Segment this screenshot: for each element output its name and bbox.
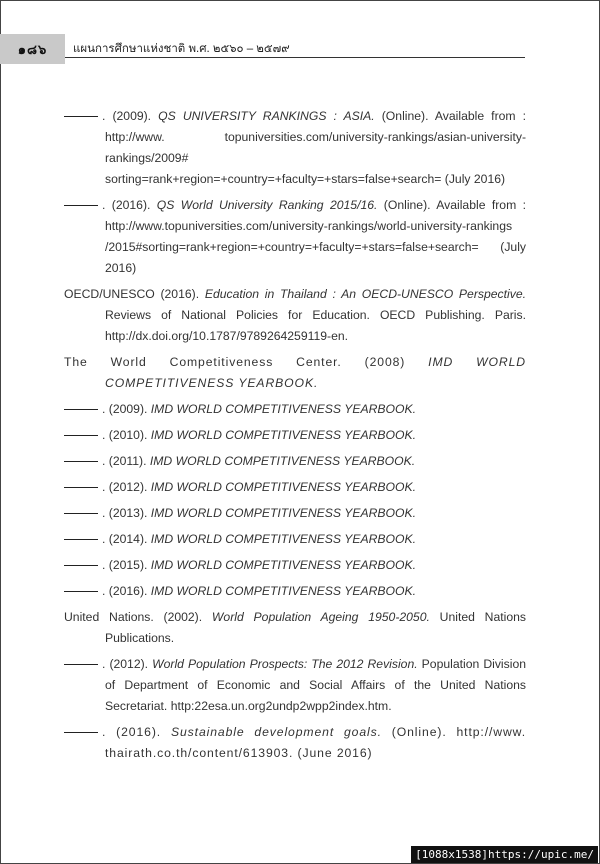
reference-entry: . (2012). World Population Prospects: The 2012 Revision. Population Division of Department of Economic and Social Affairs of the United Nations Secretariat. http:22esa.un.org2undp2wpp2index.htm. xyxy=(64,654,526,717)
repeat-author-dash xyxy=(64,564,98,566)
repeat-author-dash xyxy=(64,731,98,733)
reference-title: IMD WORLD COMPETITIVENESS YEARBOOK. xyxy=(105,355,526,390)
reference-entry: . (2011). IMD WORLD COMPETITIVENESS YEARBOOK. xyxy=(64,451,526,472)
reference-title: IMD WORLD COMPETITIVENESS YEARBOOK. xyxy=(150,428,417,442)
reference-entry: . (2010). IMD WORLD COMPETITIVENESS YEARBOOK. xyxy=(64,425,526,446)
page-number: ๑๘๖ xyxy=(0,34,65,64)
reference-entry: The World Competitiveness Center. (2008) IMD WORLD COMPETITIVENESS YEARBOOK. xyxy=(64,355,526,390)
reference-list xyxy=(64,106,526,769)
repeat-author-dash xyxy=(64,538,98,540)
repeat-author-dash xyxy=(64,663,98,665)
reference-entry: . (2009). QS UNIVERSITY RANKINGS : ASIA. (Online). Available from : http://www. topuniversities.com/university-rankings/asian-university-rankings/2009# sorting=rank+region=+country=+faculty=+stars=false+search= (July 2016) xyxy=(64,106,526,190)
repeat-author-dash xyxy=(64,590,98,592)
reference-title: IMD WORLD COMPETITIVENESS YEARBOOK. xyxy=(150,480,417,494)
reference-title: IMD WORLD COMPETITIVENESS YEARBOOK. xyxy=(149,454,416,468)
image-host-watermark: [1088x1538]https://upic.me/ xyxy=(411,846,598,863)
reference-entry: . (2013). IMD WORLD COMPETITIVENESS YEARBOOK. xyxy=(64,503,526,524)
reference-title: IMD WORLD COMPETITIVENESS YEARBOOK. xyxy=(150,402,417,416)
reference-title: IMD WORLD COMPETITIVENESS YEARBOOK. xyxy=(150,506,417,520)
reference-title: IMD WORLD COMPETITIVENESS YEARBOOK. xyxy=(150,558,417,572)
reference-title: IMD WORLD COMPETITIVENESS YEARBOOK. xyxy=(150,584,417,598)
reference-title: World Population Prospects: The 2012 Revision. xyxy=(152,657,418,671)
repeat-author-dash xyxy=(64,460,98,462)
reference-entry: . (2015). IMD WORLD COMPETITIVENESS YEARBOOK. xyxy=(64,555,526,576)
repeat-author-dash xyxy=(64,486,98,488)
reference-title: Sustainable development goals. xyxy=(170,725,382,739)
reference-entry: United Nations. (2002). World Population Ageing 1950-2050. United Nations Publications. xyxy=(64,610,527,645)
header-title: แผนการศึกษาแห่งชาติ พ.ศ. ๒๕๖๐ – ๒๕๗๙ xyxy=(73,43,290,55)
reference-entry: . (2016). Sustainable development goals. (Online). http://www. thairath.co.th/content/613903. (June 2016) xyxy=(64,722,526,764)
repeat-author-dash xyxy=(64,408,98,410)
reference-entry: . (2009). IMD WORLD COMPETITIVENESS YEARBOOK. xyxy=(64,399,526,420)
reference-title: Education in Thailand : An OECD-UNESCO Perspective. xyxy=(204,287,526,301)
repeat-author-dash xyxy=(64,512,98,514)
reference-title: IMD WORLD COMPETITIVENESS YEARBOOK. xyxy=(150,532,417,546)
reference-title: QS UNIVERSITY RANKINGS : ASIA. xyxy=(158,109,375,123)
repeat-author-dash xyxy=(64,204,98,206)
reference-entry: . (2016). QS World University Ranking 2015/16. (Online). Available from : http://www.topuniversities.com/university-rankings/world-university-rankings /2015#sorting=rank+region=+country=+faculty=+stars=false+search= (July 2016) xyxy=(64,195,526,279)
header-rule xyxy=(65,57,525,58)
reference-entry: . (2014). IMD WORLD COMPETITIVENESS YEARBOOK. xyxy=(64,529,526,550)
reference-title: QS World University Ranking 2015/16. xyxy=(156,198,378,212)
repeat-author-dash xyxy=(64,434,98,436)
reference-entry: . (2012). IMD WORLD COMPETITIVENESS YEARBOOK. xyxy=(64,477,526,498)
reference-title: World Population Ageing 1950-2050. xyxy=(211,610,430,624)
reference-entry: OECD/UNESCO (2016). Education in Thailand : An OECD-UNESCO Perspective. Reviews of National Policies for Education. OECD Publishing. Paris. http://dx.doi.org/10.1787/9789264259119-en. xyxy=(64,287,526,343)
reference-entry: . (2016). IMD WORLD COMPETITIVENESS YEARBOOK. xyxy=(64,581,526,602)
repeat-author-dash xyxy=(64,115,98,117)
